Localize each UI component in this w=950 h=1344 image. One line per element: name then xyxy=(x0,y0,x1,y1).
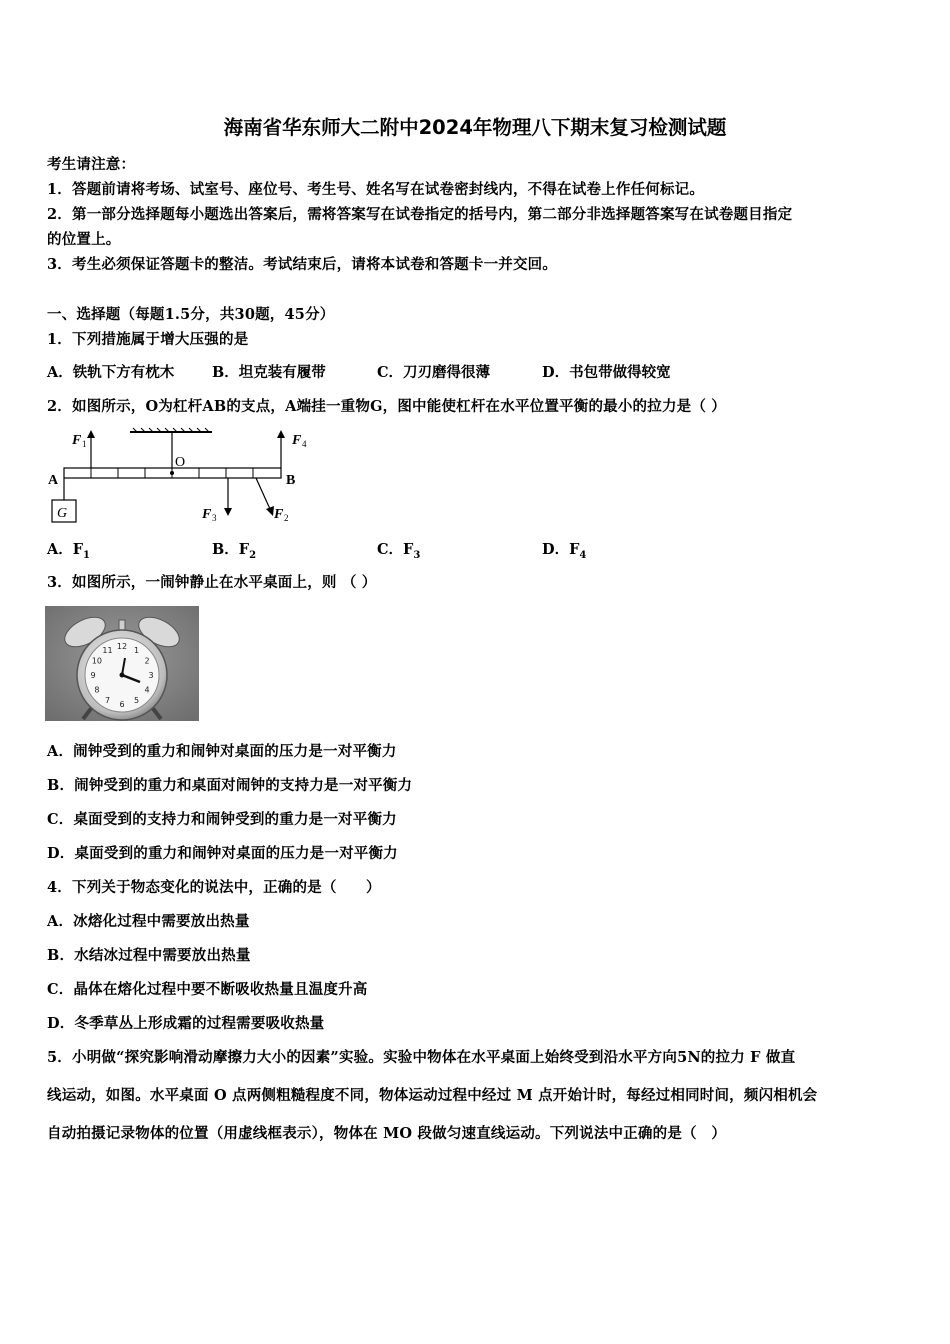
question-5-line-2: 线运动，如图。水平桌面 O 点两侧粗糙程度不同，物体运动过程中经过 M 点开始计时，每经过相同时间，频闪相机会 xyxy=(47,1087,818,1104)
q4-option-c: C．晶体在熔化过程中要不断吸收热量且温度升高 xyxy=(47,981,368,998)
force-f4-head xyxy=(277,430,285,438)
q2-option-d: D．$F_4$ xyxy=(542,541,587,561)
label-f2: F xyxy=(274,507,284,522)
clock-numeral: 4 xyxy=(144,685,150,695)
q4-option-a: A．冰熔化过程中需要放出热量 xyxy=(47,913,250,930)
notice-item-2-cont: 的位置上。 xyxy=(47,231,121,248)
q2-option-c: C．$F_3$ xyxy=(377,541,421,561)
label-f2-sub: 2 xyxy=(284,513,289,523)
question-4-stem: 4．下列关于物态变化的说法中，正确的是（ ） xyxy=(47,879,381,896)
clock-numeral: 8 xyxy=(94,685,100,695)
force-f2-arrow xyxy=(256,478,270,509)
clock-numeral: 9 xyxy=(90,671,96,680)
question-5-line-3: 自动拍摄记录物体的位置（用虚线框表示），物体在 MO 段做匀速直线运动。下列说法中正确的是（ ） xyxy=(47,1125,727,1142)
q1-option-b: B．坦克装有履带 xyxy=(212,364,326,381)
q2-option-b: B．$F_2$ xyxy=(212,541,257,561)
force-f3-head xyxy=(224,508,232,516)
notice-item-3: 3．考生必须保证答题卡的整洁。考试结束后，请将本试卷和答题卡一并交回。 xyxy=(47,256,558,273)
q3-option-d: D．桌面受到的重力和闹钟对桌面的压力是一对平衡力 xyxy=(47,845,398,862)
label-b: B xyxy=(286,473,296,488)
notice-item-1: 1．答题前请将考场、试室号、座位号、考生号、姓名写在试卷密封线内，不得在试卷上作任何标记。 xyxy=(47,181,705,198)
q1-option-a: A．铁轨下方有枕木 xyxy=(47,364,175,381)
force-f2-head xyxy=(266,506,274,516)
question-5-line-1: 5．小明做“探究影响滑动摩擦力大小的因素”实验。实验中物体在水平桌面上始终受到沿水平方向5N的拉力 F 做直 xyxy=(47,1049,796,1066)
q2-option-a: A．$F_1$ xyxy=(47,541,91,561)
label-o: O xyxy=(175,455,186,470)
q3-option-a: A．闹钟受到的重力和闹钟对桌面的压力是一对平衡力 xyxy=(47,743,397,760)
clock-numeral: 12 xyxy=(116,642,128,651)
clock-numeral: 11 xyxy=(102,645,113,655)
label-f4-sub: 4 xyxy=(302,439,307,449)
q1-option-c: C．刀刃磨得很薄 xyxy=(377,364,491,381)
alarm-clock-image xyxy=(45,606,199,721)
clock-numeral: 2 xyxy=(144,656,150,666)
label-f3-sub: 3 xyxy=(212,513,217,523)
q4-option-b: B．水结冰过程中需要放出热量 xyxy=(47,947,251,964)
section-heading: 一、选择题（每题1.5分，共30题，45分） xyxy=(47,306,335,323)
clock-numeral: 6 xyxy=(119,700,125,709)
q3-option-c: C．桌面受到的支持力和闹钟受到的重力是一对平衡力 xyxy=(47,811,397,828)
label-f4: F xyxy=(292,433,302,448)
question-3-stem: 3．如图所示，一闹钟静止在水平桌面上，则 （ ） xyxy=(47,574,377,591)
notice-item-2: 2．第一部分选择题每小题选出答案后，需将答案写在试卷指定的括号内，第二部分非选择题答案写在试卷题目指定 xyxy=(47,206,793,223)
question-1-stem: 1．下列措施属于增大压强的是 xyxy=(47,331,249,348)
pivot-point xyxy=(170,471,174,475)
label-g: G xyxy=(57,506,68,521)
label-f1: F xyxy=(72,433,82,448)
clock-numeral: 3 xyxy=(148,671,154,680)
label-f3: F xyxy=(202,507,212,522)
clock-numeral: 7 xyxy=(104,696,111,706)
clock-numeral: 10 xyxy=(91,656,102,666)
q1-option-d: D．书包带做得较宽 xyxy=(542,364,671,381)
q4-option-d: D．冬季草丛上形成霜的过程需要吸收热量 xyxy=(47,1015,325,1032)
question-2-stem: 2．如图所示，O为杠杆AB的支点，A端挂一重物G，图中能使杠杆在水平位置平衡的最小的拉力是（ ） xyxy=(47,398,727,415)
page-title: 海南省华东师大二附中2024年物理八下期末复习检测试题 xyxy=(223,116,727,139)
label-a: A xyxy=(48,473,59,488)
clock-numeral: 5 xyxy=(133,696,140,706)
lever-diagram xyxy=(44,420,324,530)
force-f1-head xyxy=(87,430,95,438)
notice-heading: 考生请注意： xyxy=(47,156,136,173)
q3-option-b: B．闹钟受到的重力和桌面对闹钟的支持力是一对平衡力 xyxy=(47,777,413,794)
label-f1-sub: 1 xyxy=(82,439,87,449)
clock-numeral: 1 xyxy=(133,645,140,655)
